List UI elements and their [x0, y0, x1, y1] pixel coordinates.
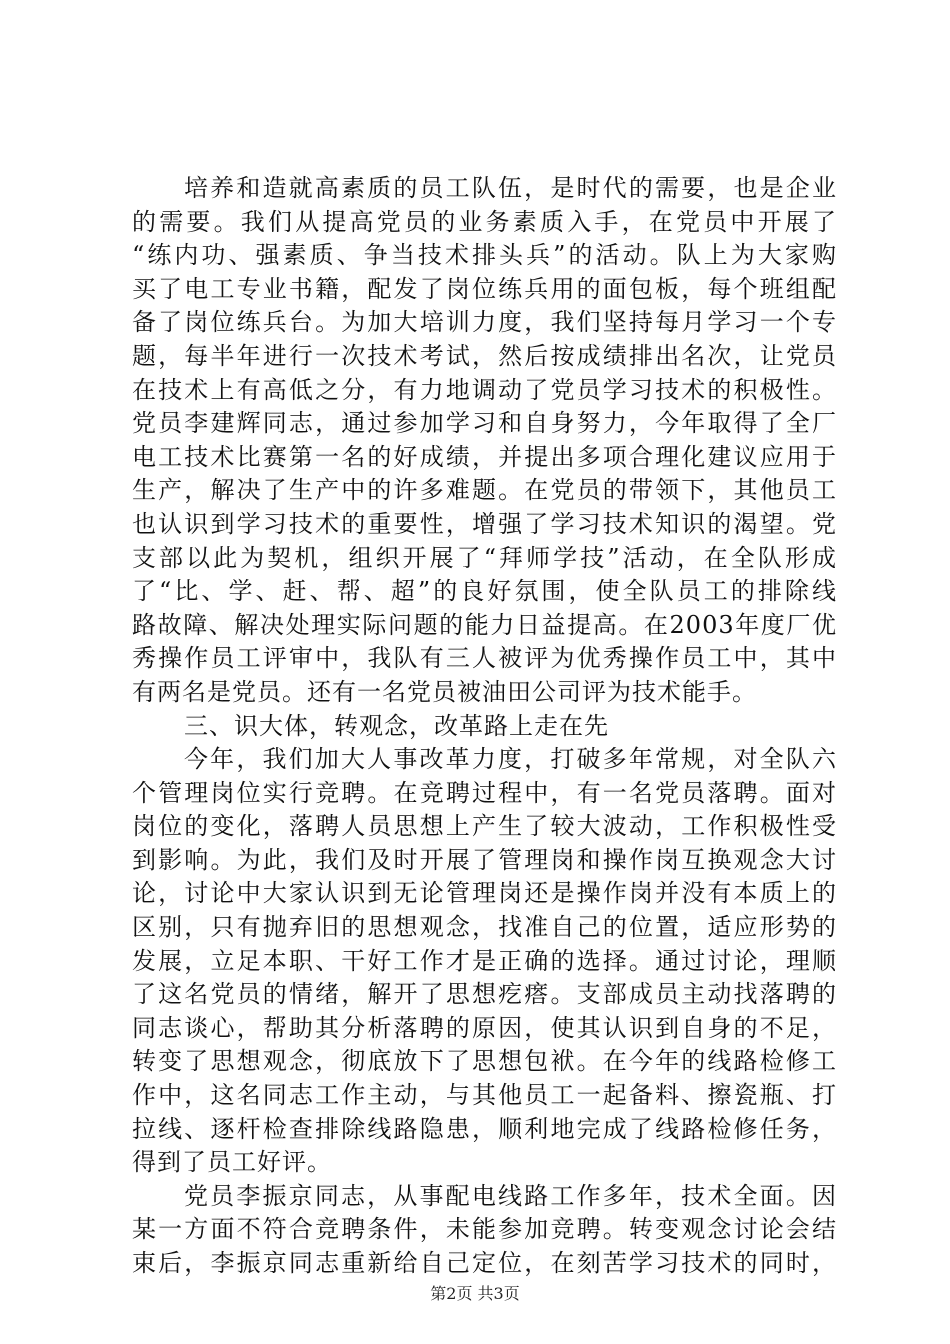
text-line: 买了电工专业书籍，配发了岗位练兵用的面包板，每个班组配 [132, 274, 837, 303]
text-line: 秀操作员工评审中，我队有三人被评为优秀操作员工中，其中 [132, 644, 837, 673]
text-line: 今年，我们加大人事改革力度，打破多年常规，对全队六 [184, 745, 837, 774]
text-line: 区别，只有抛弃旧的思想观念，找准自己的位置，适应形势的 [132, 913, 837, 942]
text-line: 有两名是党员。还有一名党员被油田公司评为技术能手。 [132, 677, 757, 706]
text-line: 了“比、学、赶、帮、超”的良好氛围，使全队员工的排除线 [132, 577, 837, 606]
text-line: 党员李建辉同志，通过参加学习和自身努力，今年取得了全厂 [132, 409, 837, 438]
text-line: 培养和造就高素质的员工队伍，是时代的需要，也是企业 [184, 174, 837, 202]
text-line: 三、识大体，转观念，改革路上走在先 [184, 711, 609, 740]
text-line: 束后，李振京同志重新给自己定位，在刻苦学习技术的同时， [132, 1249, 837, 1277]
text-line: 生产，解决了生产中的许多难题。在党员的带领下，其他员工 [132, 476, 837, 505]
text-line: 也认识到学习技术的重要性，增强了学习技术知识的渴望。党 [132, 509, 837, 538]
text-line: 得到了员工好评。 [132, 1148, 332, 1177]
text-line: 路故障、解决处理实际问题的能力日益提高。在2003年度厂优 [132, 610, 837, 639]
text-line: 拉线、逐杆检查排除线路隐患，顺利地完成了线路检修任务， [132, 1114, 837, 1143]
text-line: “练内功、强素质、争当技术排头兵”的活动。队上为大家购 [132, 241, 837, 270]
text-line: 了这名党员的情绪，解开了思想疙瘩。支部成员主动找落聘的 [132, 980, 837, 1009]
text-line: 作中，这名同志工作主动，与其他员工一起备料、擦瓷瓶、打 [132, 1081, 837, 1110]
text-line: 支部以此为契机，组织开展了“拜师学技”活动，在全队形成 [132, 543, 837, 572]
document-body [132, 172, 837, 1281]
text-line: 论，讨论中大家认识到无论管理岗还是操作岗并没有本质上的 [132, 879, 837, 908]
text-line: 发展，立足本职、干好工作才是正确的选择。通过讨论，理顺 [132, 946, 837, 975]
text-line: 题，每半年进行一次技术考试，然后按成绩排出名次，让党员 [132, 341, 837, 370]
text-line: 岗位的变化，落聘人员思想上产生了较大波动，工作积极性受 [132, 812, 837, 841]
text-line: 个管理岗位实行竞聘。在竞聘过程中，有一名党员落聘。面对 [132, 778, 837, 807]
text-line: 备了岗位练兵台。为加大培训力度，我们坚持每月学习一个专 [132, 308, 837, 337]
text-line: 电工技术比赛第一名的好成绩，并提出多项合理化建议应用于 [132, 442, 837, 471]
page-number-footer: 第2页 共3页 [430, 1284, 520, 1303]
text-line: 转变了思想观念，彻底放下了思想包袱。在今年的线路检修工 [132, 1047, 837, 1076]
text-line: 某一方面不符合竞聘条件，未能参加竞聘。转变观念讨论会结 [132, 1215, 837, 1244]
text-line: 同志谈心，帮助其分析落聘的原因，使其认识到自身的不足， [132, 1013, 837, 1042]
text-line: 到影响。为此，我们及时开展了管理岗和操作岗互换观念大讨 [132, 845, 837, 874]
text-line: 在技术上有高低之分，有力地调动了党员学习技术的积极性。 [132, 375, 837, 404]
text-line: 党员李振京同志，从事配电线路工作多年，技术全面。因 [184, 1181, 837, 1210]
text-line: 的需要。我们从提高党员的业务素质入手，在党员中开展了 [132, 207, 837, 236]
